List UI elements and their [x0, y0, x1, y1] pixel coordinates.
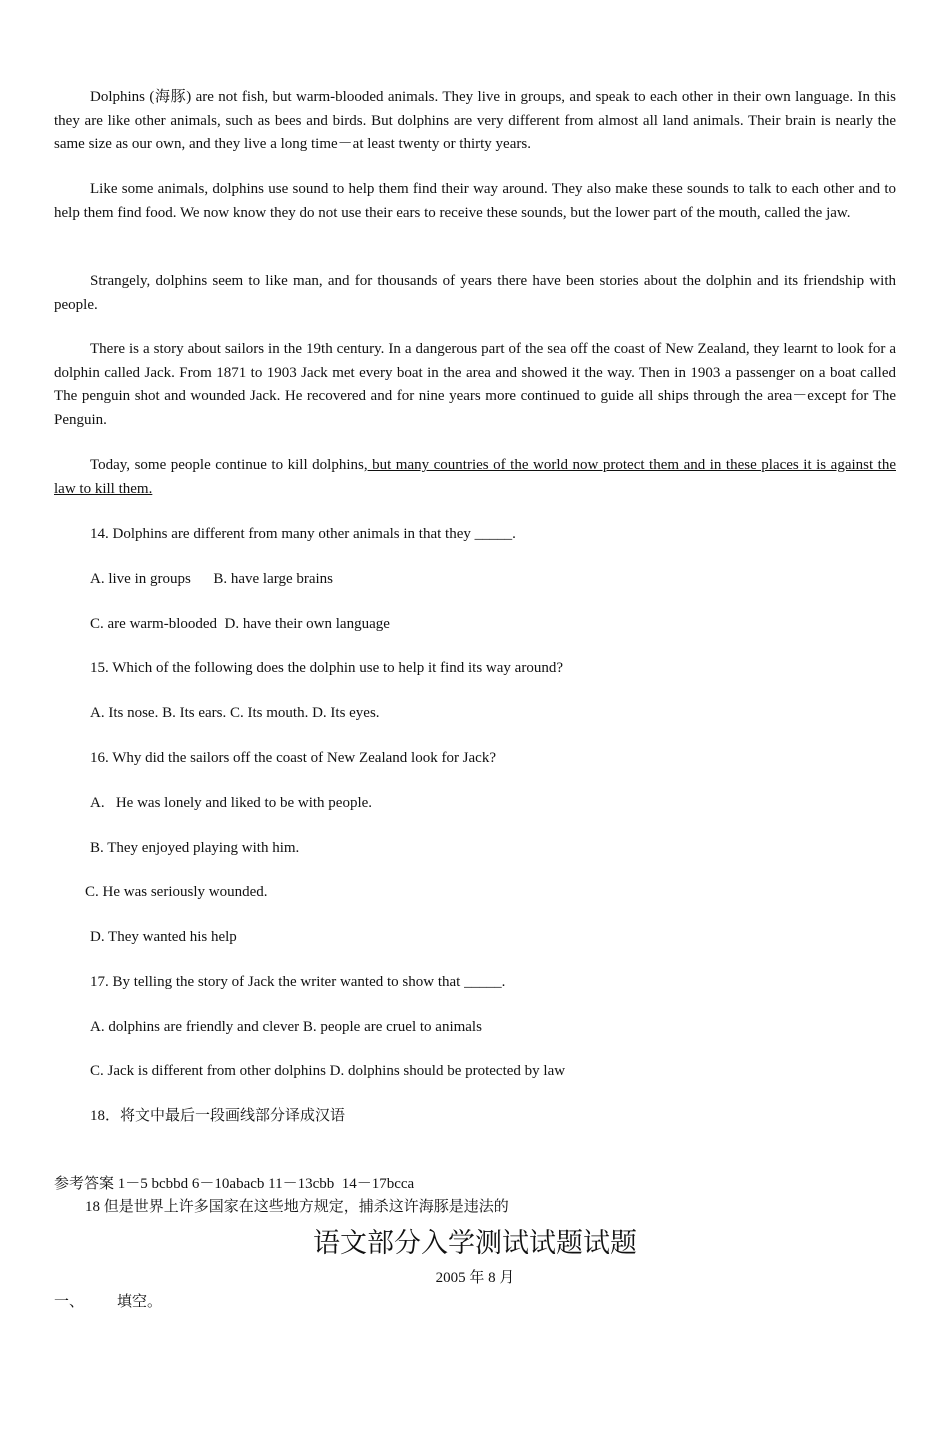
question-17: 17. By telling the story of Jack the writer wanted to show that _____.: [90, 974, 506, 990]
question-16-option-a: A. He was lonely and liked to be with people.: [90, 795, 373, 811]
passage-paragraph-5: [54, 454, 896, 501]
passage-paragraph-2: Like some animals, dolphins use sound to help them find their way around. They also make these sounds to talk to each other and to help them find food. We now know they do not use their ears to receive these sounds, but the lower part of the mouth, called the jaw.: [54, 181, 896, 221]
underlined-sentence: but many countries of the world now protect them and in these places it is against the law to kill them.: [54, 457, 896, 497]
section-title: 语文部分入学测试试题试题: [313, 1228, 637, 1258]
passage-paragraph-3: Strangely, dolphins seem to like man, and for thousands of years there have been stories about the dolphin and its friendship with people.: [54, 273, 896, 313]
question-15-options: A. Its nose. B. Its ears. C. Its mouth. D. Its eyes.: [90, 705, 380, 721]
answer-key-line-2: 18 但是世界上许多国家在这些地方规定，捕杀这许海豚是违法的: [85, 1199, 509, 1215]
question-17-options-cd: C. Jack is different from other dolphins D. dolphins should be protected by law: [90, 1063, 566, 1079]
question-14-options-cd: C. are warm-blooded D. have their own language: [90, 616, 390, 632]
passage-paragraph-1: Dolphins (海豚) are not fish, but warm-blooded animals. They live in groups, and speak to each other in their own language. In this they are like other animals, such as bees and birds. But dolphins are very different from almost all land animals. Their brain is nearly the same size as our own, and they live a long time－at least twenty or thirty years.: [54, 89, 896, 153]
section-item-text: 填空。: [117, 1294, 163, 1310]
question-15: 15. Which of the following does the dolphin use to help it find its way around?: [90, 660, 563, 676]
question-16-option-d: D. They wanted his help: [90, 929, 237, 945]
section-date: 2005 年 8 月: [435, 1270, 515, 1286]
question-17-options-ab: A. dolphins are friendly and clever B. people are cruel to animals: [90, 1019, 482, 1035]
passage-paragraph-4: There is a story about sailors in the 19th century. In a dangerous part of the sea off the coast of New Zealand, they learnt to look for a dolphin called Jack. From 1871 to 1903 Jack met every boat in the area and showed it the way. Then in 1903 a passenger on a boat called The penguin shot and wounded Jack. He recovered and for nine years more continued to guide all ships through the area－except for The Penguin.: [54, 341, 896, 428]
question-14: 14. Dolphins are different from many other animals in that they _____.: [90, 526, 516, 542]
answer-key-line-1: 参考答案 1－5 bcbbd 6－10abacb 11－13cbb 14－17bcca: [54, 1176, 415, 1192]
question-18: 18．将文中最后一段画线部分译成汉语: [90, 1108, 346, 1124]
question-14-options-ab: A. live in groups B. have large brains: [90, 571, 334, 587]
question-16-option-b: B. They enjoyed playing with him.: [90, 840, 300, 856]
section-item-number: 一、: [54, 1294, 85, 1310]
paragraph-5-plain-text: Today, some people continue to kill dolphins,: [90, 457, 368, 473]
question-16: 16. Why did the sailors off the coast of New Zealand look for Jack?: [90, 750, 496, 766]
question-16-option-c: C. He was seriously wounded.: [85, 884, 268, 900]
